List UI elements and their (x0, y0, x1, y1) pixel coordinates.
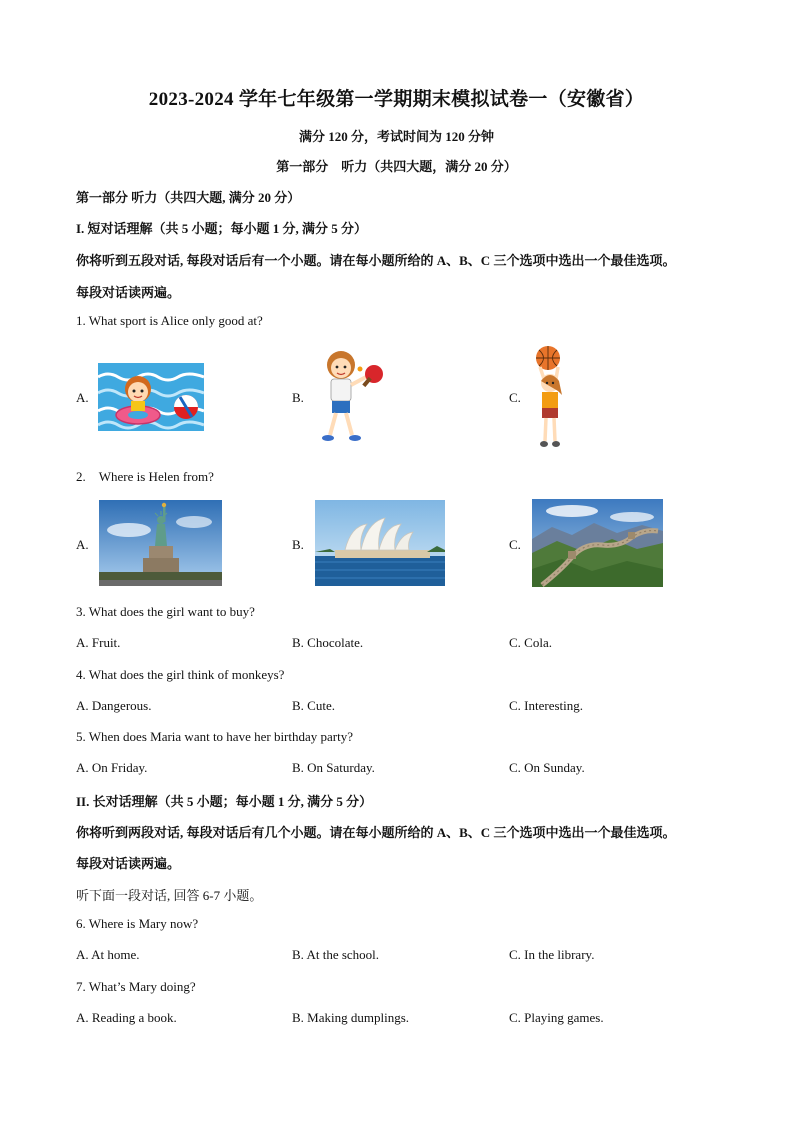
statue-of-liberty-photo (99, 500, 222, 586)
q5-option-a[interactable]: A. On Friday. (76, 760, 148, 775)
question-3: 3. What does the girl want to buy? (76, 604, 255, 619)
part-label: 第一部分 听力（共四大题, 满分 20 分） (76, 190, 301, 205)
q2-option-a[interactable]: A. (76, 537, 89, 552)
q1-option-c[interactable]: C. (509, 390, 521, 405)
q5-option-b[interactable]: B. On Saturday. (292, 760, 375, 775)
q5-option-c[interactable]: C. On Sunday. (509, 760, 585, 775)
section1-heading: I. 短对话理解（共 5 小题；每小题 1 分, 满分 5 分） (76, 221, 368, 236)
q7-option-c[interactable]: C. Playing games. (509, 1010, 604, 1025)
question-1: 1. What sport is Alice only good at? (76, 313, 263, 328)
q4-option-b[interactable]: B. Cute. (292, 698, 335, 713)
q6-option-a[interactable]: A. At home. (76, 947, 140, 962)
section2-heading: II. 长对话理解（共 5 小题；每小题 1 分, 满分 5 分） (76, 794, 373, 809)
question-5: 5. When does Maria want to have her birthday party? (76, 729, 353, 744)
q1-option-b[interactable]: B. (292, 390, 304, 405)
q1-option-a[interactable]: A. (76, 390, 89, 405)
question-7: 7. What’s Mary doing? (76, 979, 196, 994)
q3-option-b[interactable]: B. Chocolate. (292, 635, 364, 650)
q6-option-c[interactable]: C. In the library. (509, 947, 595, 962)
question-6: 6. Where is Mary now? (76, 916, 199, 931)
q3-option-a[interactable]: A. Fruit. (76, 635, 121, 650)
q6-option-b[interactable]: B. At the school. (292, 947, 380, 962)
q4-option-c[interactable]: C. Interesting. (509, 698, 584, 713)
girl-table-tennis-icon (316, 347, 386, 447)
section2-instruction: 你将听到两段对话, 每段对话后有几个小题。请在每小题所给的 A、B、C 三个选项中选出一个最佳选项。 (76, 825, 676, 840)
score-time-line: 满分 120 分，考试时间为 120 分钟 (298, 129, 494, 144)
question-2: 2. Where is Helen from? (76, 469, 214, 484)
q7-option-b[interactable]: B. Making dumplings. (292, 1010, 410, 1025)
q2-option-b[interactable]: B. (292, 537, 304, 552)
section2-instruction-repeat: 每段对话读两遍。 (76, 856, 181, 871)
exam-title: 2023-2024 学年七年级第一学期期末模拟试卷一（安徽省） (148, 89, 645, 110)
great-wall-photo (532, 499, 663, 587)
section1-instruction-repeat: 每段对话读两遍。 (76, 285, 181, 300)
q2-option-c[interactable]: C. (509, 537, 521, 552)
girl-basketball-icon (528, 345, 574, 451)
section1-instruction: 你将听到五段对话, 每段对话后有一个小题。请在每小题所给的 A、B、C 三个选项中选出一个最佳选项。 (76, 253, 676, 268)
girl-swimming-icon (98, 363, 204, 431)
q7-option-a[interactable]: A. Reading a book. (76, 1010, 177, 1025)
part-header: 第一部分 听力（共四大题，满分 20 分） (276, 159, 517, 174)
listen-instruction: 听下面一段对话, 回答 6-7 小题。 (76, 888, 263, 903)
q3-option-c[interactable]: C. Cola. (509, 635, 552, 650)
sydney-opera-house-photo (315, 500, 445, 586)
question-4: 4. What does the girl think of monkeys? (76, 667, 285, 682)
q4-option-a[interactable]: A. Dangerous. (76, 698, 152, 713)
